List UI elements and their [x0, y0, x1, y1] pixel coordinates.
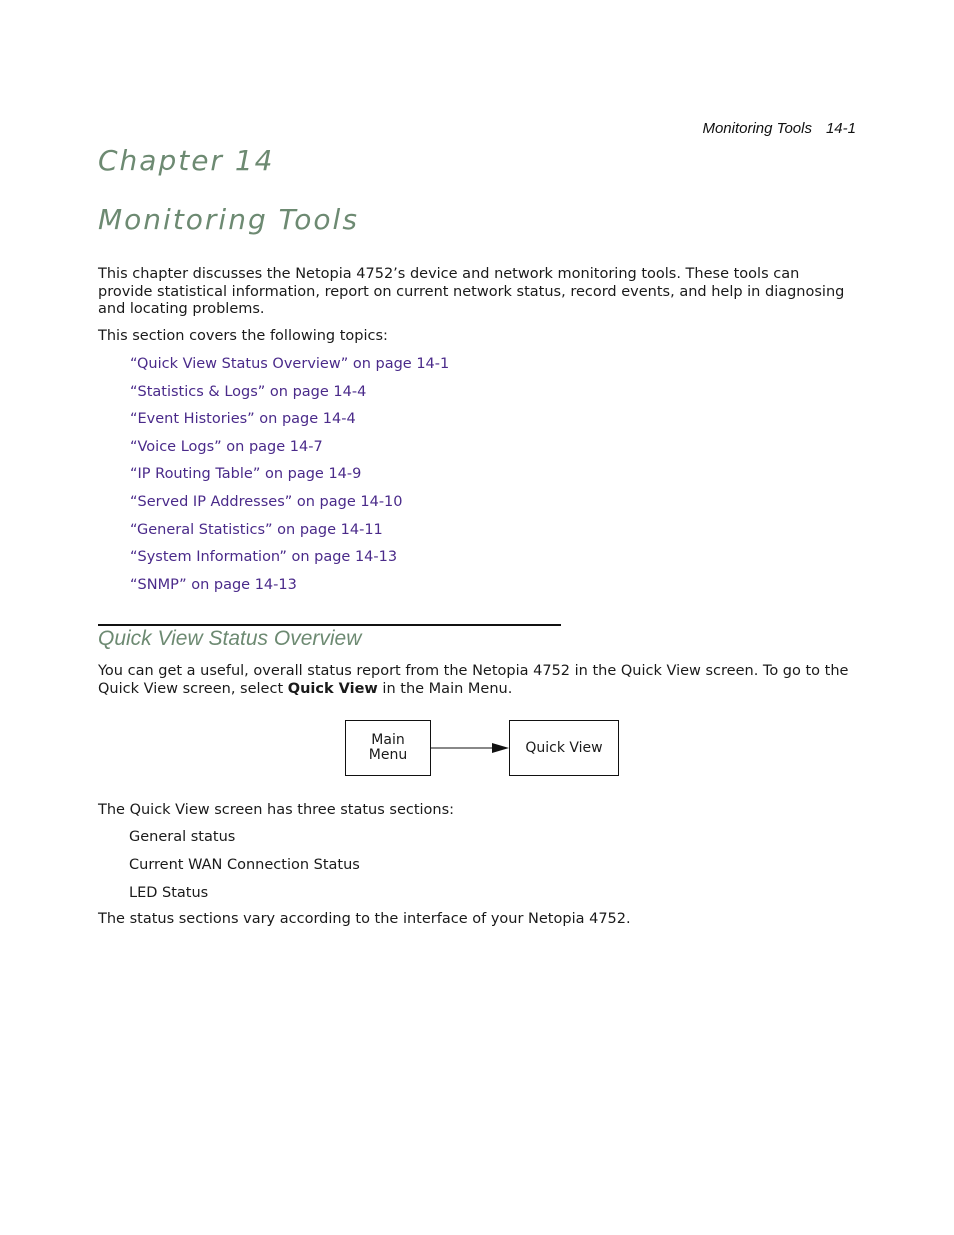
closing-paragraph: The status sections vary according to the interface of your Netopia 4752.: [98, 911, 631, 927]
diagram-label-main-menu: Main Menu: [368, 732, 408, 763]
section-divider: [98, 624, 561, 626]
status-section-item: Current WAN Connection Status: [129, 857, 360, 873]
topic-link-quick-view[interactable]: “Quick View Status Overview” on page 14-1: [130, 356, 450, 372]
topic-list-item: [130, 520, 449, 548]
status-section-item: General status: [129, 829, 236, 845]
quick-view-text-after: in the Main Menu.: [377, 680, 513, 697]
topic-list-item: [130, 354, 449, 382]
topic-link-ip-routing-table[interactable]: “IP Routing Table” on page 14-9: [130, 466, 362, 483]
topic-list-item: [130, 437, 449, 465]
topic-link-system-information[interactable]: “System Information” on page 14-13: [130, 549, 398, 566]
running-header-section: Monitoring Tools: [702, 120, 812, 137]
topic-link-voice-logs[interactable]: “Voice Logs” on page 14-7: [130, 438, 323, 455]
topic-link-statistics-logs[interactable]: “Statistics & Logs” on page 14-4: [130, 383, 367, 400]
topic-list-item: [130, 492, 449, 520]
section-title: Quick View Status Overview: [98, 627, 362, 650]
chapter-label: Chapter 14: [98, 144, 275, 177]
topic-link-served-ip-addresses[interactable]: “Served IP Addresses” on page 14-10: [130, 493, 403, 510]
quick-view-bold-term: Quick View: [287, 680, 378, 697]
diagram-box-quick-view: [509, 720, 619, 776]
status-section-item: LED Status: [129, 885, 209, 901]
topic-list-item: [130, 547, 449, 575]
running-header: [702, 120, 856, 137]
topics-intro: This section covers the following topics:: [98, 328, 388, 344]
diagram-arrow-icon: [430, 740, 510, 756]
status-section-list: [129, 827, 360, 911]
chapter-title: Monitoring Tools: [98, 203, 359, 236]
topic-list-item: [130, 575, 449, 603]
quick-view-text-before: You can get a useful, overall status report from the Netopia 4752 in the Quick View screen. To go to the Quick View screen, select: [98, 663, 849, 697]
diagram-box-main-menu: [345, 720, 431, 776]
status-sections-intro: The Quick View screen has three status sections:: [98, 802, 455, 818]
topic-list-item: [130, 382, 449, 410]
page-number: 14-1: [825, 120, 856, 137]
intro-paragraph: This chapter discusses the Netopia 4752’s device and network monitoring tools. These tools can provide statistical information, report on current network status, record events, and help in diagnosing and locating problems.: [98, 266, 845, 317]
topic-list-item: [130, 464, 449, 492]
diagram-label-quick-view: Quick View: [525, 739, 603, 756]
topic-link-general-statistics[interactable]: “General Statistics” on page 14-11: [130, 521, 383, 538]
quick-view-paragraph: [98, 663, 858, 698]
topic-list-item: [130, 409, 449, 437]
topic-link-snmp[interactable]: “SNMP” on page 14-13: [130, 576, 297, 593]
topic-link-event-histories[interactable]: “Event Histories” on page 14-4: [130, 411, 356, 428]
topic-link-list: [130, 354, 449, 602]
